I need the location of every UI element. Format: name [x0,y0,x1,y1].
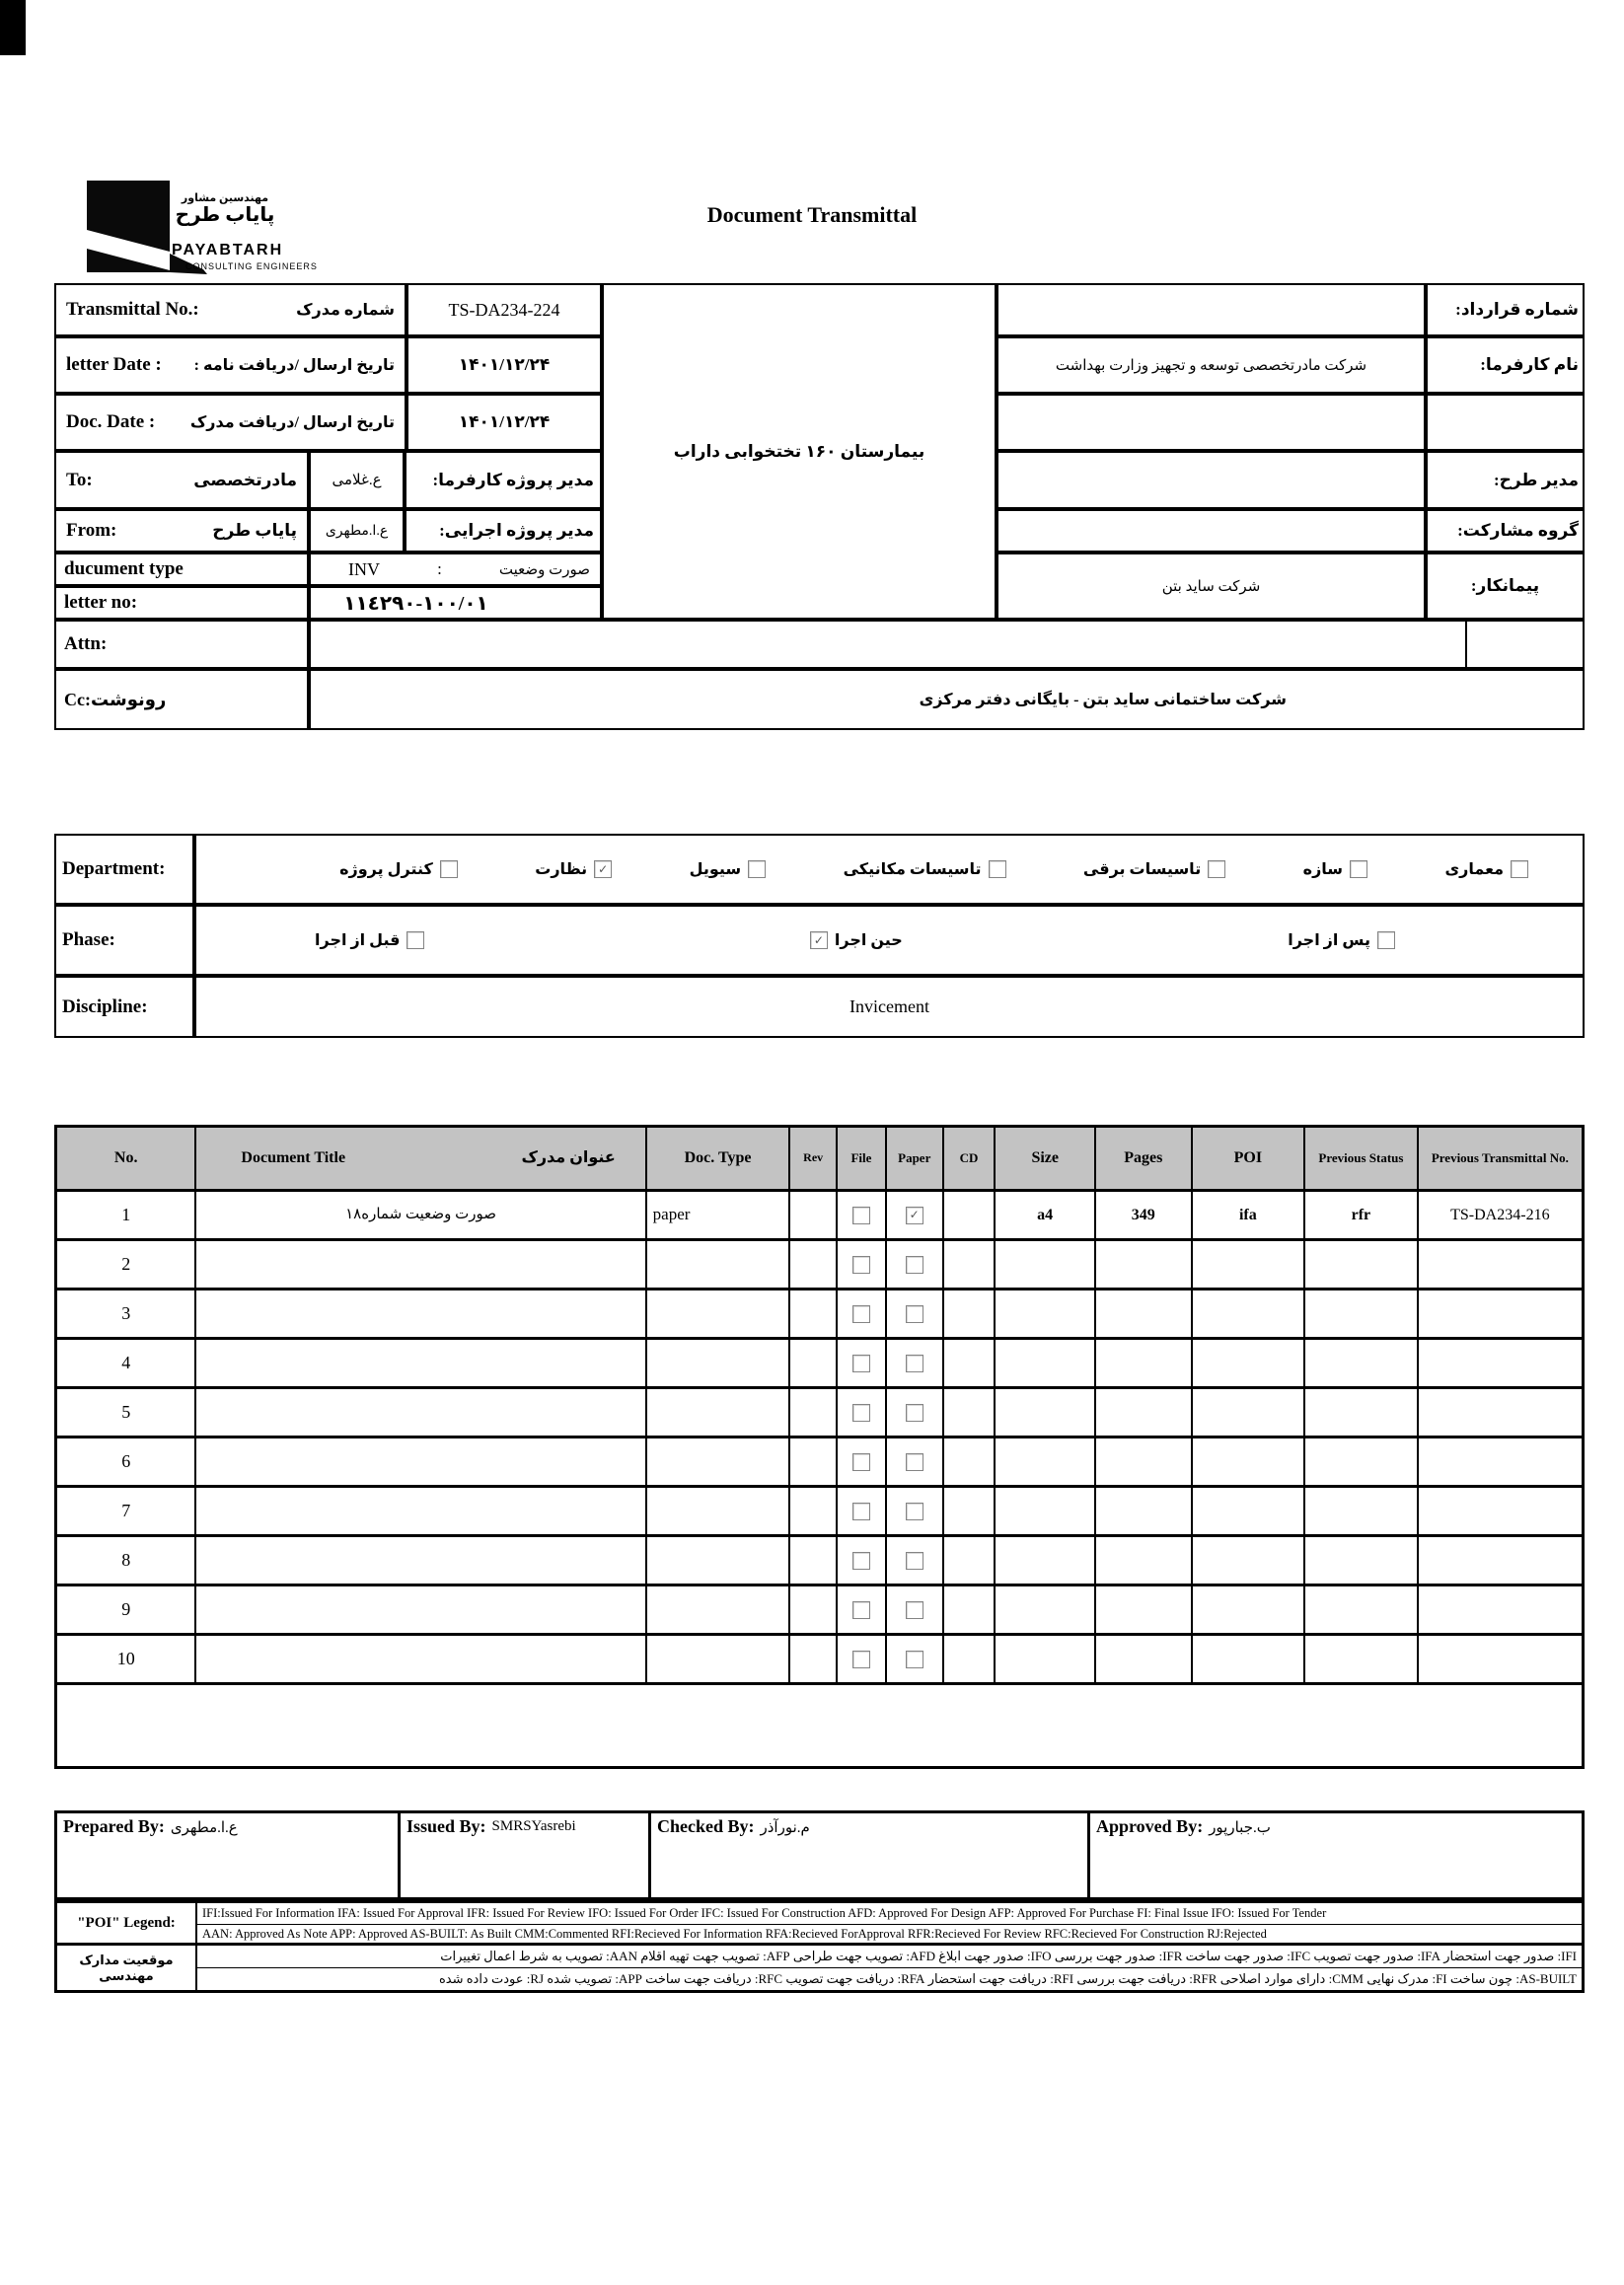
attn-divider [1465,622,1467,667]
row-title [196,1290,646,1337]
file-checkbox[interactable] [852,1207,870,1224]
row-doc-type [647,1241,790,1288]
col-previous-status: Previous Status [1305,1128,1419,1189]
row-paper [887,1438,944,1485]
documents-table-header [57,1128,1582,1192]
letter-no-label: letter no: [54,586,309,620]
row-title [196,1586,646,1633]
row-doc-type: paper [647,1192,790,1238]
file-checkbox[interactable] [852,1552,870,1570]
row-size [996,1340,1096,1386]
row-no: 5 [57,1389,196,1436]
approved-by-value: ب.جبارپور [1209,1820,1271,1836]
row-rev [790,1586,838,1633]
row-poi: ifa [1193,1192,1306,1238]
row-doc-type [647,1537,790,1584]
phase-option [315,930,424,950]
documents-table-empty-area [57,1685,1582,1772]
col-file: File [838,1128,887,1189]
row-cd [944,1192,997,1238]
row-file [838,1241,887,1288]
transmittal-no-label: Transmittal No.: شماره مدرک [54,283,406,336]
row-pages [1096,1636,1193,1682]
row-size [996,1636,1096,1682]
letter-no-value: ١٠٠/٠١-١١٤٢٩٠ [309,586,602,620]
document-row [57,1389,1582,1438]
paper-checkbox[interactable] [906,1305,923,1323]
row-rev [790,1488,838,1534]
phase-options [194,905,1585,976]
department-options [194,834,1585,905]
project-name: بیمارستان ۱۶۰ تختخوابی داراب [602,283,997,620]
row-rev [790,1537,838,1584]
row-title [196,1340,646,1386]
paper-checkbox[interactable] [906,1207,923,1224]
row-doc-type [647,1636,790,1682]
row-pages [1096,1438,1193,1485]
cc-label: Cc:رونوشت [54,669,309,730]
row-pages [1096,1241,1193,1288]
row-no: 2 [57,1241,196,1288]
department-option-label: تاسیسات مکانیکی [843,861,982,878]
paper-checkbox[interactable] [906,1503,923,1520]
row-poi [1193,1488,1306,1534]
row-cd [944,1290,997,1337]
contract-no-value [997,283,1426,336]
prepared-by-cell: Prepared By: ع.ا.مطهری [54,1810,401,1900]
paper-checkbox[interactable] [906,1355,923,1372]
row-file [838,1340,887,1386]
approved-by-cell: Approved By: ب.جبارپور [1090,1810,1585,1900]
paper-checkbox[interactable] [906,1651,923,1668]
row-no: 9 [57,1586,196,1633]
row-previous-transmittal [1419,1636,1582,1682]
design-manager-label: مدیر طرح: [1426,451,1585,509]
row-previous-transmittal [1419,1488,1582,1534]
row-previous-status [1305,1340,1419,1386]
phase-option-label: قبل از اجرا [315,932,401,949]
row-size [996,1389,1096,1436]
row-poi [1193,1586,1306,1633]
row-previous-transmittal [1419,1290,1582,1337]
col-previous-transmittal: Previous Transmittal No. [1431,1149,1569,1165]
from-row-label: From: پایاب طرح [54,509,309,553]
documents-rows [57,1192,1582,1685]
col-size: Size [996,1128,1096,1189]
row-size [996,1438,1096,1485]
logo-subtitle: CONSULTING ENGINEERS [185,261,318,271]
row-size [996,1488,1096,1534]
row-file [838,1488,887,1534]
phase-checkbox[interactable] [810,931,828,949]
department-checkbox[interactable] [594,860,612,878]
department-label: Department: [54,834,194,905]
phase-option-label: پس از اجرا [1288,932,1370,949]
discipline-value: Invicement [194,976,1585,1038]
row-file [838,1192,887,1238]
row-previous-status [1305,1438,1419,1485]
row-cd [944,1636,997,1682]
department-option [1083,859,1225,879]
row-paper [887,1192,944,1238]
poi-legend-en-line1: IFI:Issued For Information IFA: Issued For Approval IFR: Issued For Review IFO: Issued For Order IFC: Issued For Construction AFD: Approved For Design AFP: Approved For Purchase FI: Final Issue IFO: Issued For Tender [197,1903,1582,1925]
row-paper [887,1586,944,1633]
row-file [838,1438,887,1485]
col-cd: CD [944,1128,997,1189]
phase-label: Phase: [54,905,194,976]
file-checkbox[interactable] [852,1453,870,1471]
doc-type-separator: : [437,559,442,578]
empty-label-cell [1426,394,1585,451]
doc-date-label: Doc. Date : تاریخ ارسال /دریافت مدرک [54,394,406,451]
row-poi [1193,1537,1306,1584]
empty-value-cell [997,394,1426,451]
phase-option [810,930,903,950]
row-paper [887,1389,944,1436]
row-pages [1096,1586,1193,1633]
row-title [196,1537,646,1584]
department-option-label: معماری [1444,861,1504,878]
col-pages: Pages [1096,1128,1193,1189]
row-previous-transmittal [1419,1389,1582,1436]
client-label: نام کارفرما: [1426,336,1585,394]
row-paper [887,1488,944,1534]
issued-by-value: SMRSYasrebi [491,1818,576,1834]
row-pages [1096,1488,1193,1534]
letter-date-label: letter Date : تاریخ ارسال /دریافت نامه : [54,336,406,394]
row-paper [887,1636,944,1682]
paper-checkbox[interactable] [906,1256,923,1274]
row-pages [1096,1537,1193,1584]
department-option [1444,859,1528,879]
row-no: 10 [57,1636,196,1682]
document-row [57,1340,1582,1389]
logo-en: PAYABTARH [172,242,284,258]
department-option [690,859,767,879]
row-previous-status [1305,1636,1419,1682]
document-row [57,1192,1582,1241]
row-poi [1193,1290,1306,1337]
row-file [838,1586,887,1633]
row-no: 3 [57,1290,196,1337]
attn-value [309,620,1585,669]
department-option [844,859,1006,879]
paper-checkbox[interactable] [906,1404,923,1422]
doc-type-label: ducument type [54,553,309,586]
from-role-label: مدیر پروژه اجرایی: [405,509,602,553]
doc-type-row [309,553,602,586]
poi-legend-en-line2: AAN: Approved As Note APP: Approved AS-BUILT: As Built CMM:Commented RFI:Recieved For Information RFA:Recieved ForApproval RFR:Recieved For Review RFC:Recieved For Construction RJ:Rejected [197,1925,1582,1946]
prepared-by-value: ع.ا.مطهری [170,1820,238,1836]
department-option-label: نظارت [535,861,588,878]
jv-label: گروه مشارکت: [1426,509,1585,553]
row-pages [1096,1290,1193,1337]
row-no: 1 [57,1192,196,1238]
classification-table [54,834,1585,1038]
row-poi [1193,1340,1306,1386]
col-poi: POI [1193,1128,1306,1189]
fa-legend-line2: AS-BUILT: چون ساخت FI: مدرک نهایی CMM: دارای موارد اصلاحی RFR: دریافت جهت بررسی RFI: دریافت جهت استحضار RFA: دریافت جهت تصویب RFC: دریافت جهت ساخت APP: تصویب شده RJ: عودت داده شده [438,1971,1577,1986]
row-file [838,1290,887,1337]
row-title [196,1438,646,1485]
file-checkbox[interactable] [852,1503,870,1520]
attn-label: Attn: [54,620,309,669]
row-doc-type [647,1340,790,1386]
jv-value [997,509,1426,553]
file-checkbox[interactable] [852,1651,870,1668]
row-previous-transmittal [1419,1438,1582,1485]
row-poi [1193,1389,1306,1436]
row-paper [887,1290,944,1337]
row-cd [944,1340,997,1386]
issued-by-cell: Issued By: SMRSYasrebi [401,1810,651,1900]
row-rev [790,1438,838,1485]
row-previous-status [1305,1488,1419,1534]
design-manager-value [997,451,1426,509]
department-checkbox[interactable] [748,860,766,878]
row-no: 6 [57,1438,196,1485]
row-cd [944,1537,997,1584]
department-option [535,859,612,879]
client-value: شرکت مادرتخصصی توسعه و تجهیز وزارت بهداشت [997,336,1426,394]
row-poi [1193,1438,1306,1485]
paper-checkbox[interactable] [906,1453,923,1471]
row-size [996,1537,1096,1584]
row-previous-status [1305,1241,1419,1288]
documents-table [54,1125,1585,1769]
document-row [57,1438,1582,1488]
row-pages [1096,1389,1193,1436]
row-rev [790,1389,838,1436]
row-cd [944,1438,997,1485]
row-poi [1193,1636,1306,1682]
scan-corner-artifact [0,0,26,55]
checked-by-cell: Checked By: م.نورآذر [651,1810,1090,1900]
col-rev: Rev [790,1128,838,1189]
transmittal-no-value: TS-DA234-224 [406,283,602,336]
doc-type-value: INV [348,558,380,579]
row-size: a4 [996,1192,1096,1238]
row-rev [790,1290,838,1337]
logo-fa-big: پایاب طرح [175,204,275,227]
row-title [196,1488,646,1534]
row-rev [790,1340,838,1386]
poi-legend-label: "POI" Legend: [57,1903,197,1946]
row-previous-transmittal [1419,1586,1582,1633]
phase-option [1288,930,1395,950]
row-file [838,1389,887,1436]
checked-by-value: م.نورآذر [760,1820,810,1836]
row-rev [790,1241,838,1288]
from-person: ع.ا.مطهری [309,509,405,553]
file-checkbox[interactable] [852,1256,870,1274]
row-doc-type [647,1586,790,1633]
doc-type-fa: صورت وضعیت [498,561,590,578]
row-rev [790,1192,838,1238]
info-table [54,283,1585,730]
row-cd [944,1488,997,1534]
fa-legend-label: موقعیت مدارک مهندسی [57,1946,197,1990]
signatures-row [54,1810,1585,1900]
document-row [57,1290,1582,1340]
fa-legend-line1: IFI: صدور جهت استحضار IFA: صدور جهت تصویب IFC: صدور جهت ساخت IFR: صدور جهت بررسی IFO: صدور جهت ابلاغ AFD: تصویب جهت طراحی AFP: تصویب جهت تهیه اقلام AAN: تصویب به شرط اعمال تغییرات [197,1946,1582,1968]
department-checkbox[interactable] [1511,860,1528,878]
row-doc-type [647,1389,790,1436]
row-previous-status: rfr [1305,1192,1419,1238]
col-no: No. [57,1128,196,1189]
row-cd [944,1389,997,1436]
row-previous-status [1305,1290,1419,1337]
row-doc-type [647,1438,790,1485]
contractor-label: پیمانکار: [1426,553,1585,620]
to-role-label: مدیر پروژه کارفرما: [405,451,602,509]
row-size [996,1241,1096,1288]
file-checkbox[interactable] [852,1601,870,1619]
col-doc-type: Doc. Type [647,1128,790,1189]
discipline-label: Discipline: [54,976,194,1038]
row-size [996,1290,1096,1337]
logo-fa-small: مهندسین مشاور [181,192,269,204]
row-pages [1096,1340,1193,1386]
document-row [57,1586,1582,1636]
doc-date-value: ۱۴۰۱/۱۲/۲۴ [406,394,602,451]
phase-checkbox[interactable] [406,931,424,949]
row-rev [790,1636,838,1682]
row-doc-type [647,1290,790,1337]
row-title: صورت وضعیت شماره۱۸ [196,1192,646,1238]
cc-value: شرکت ساختمانی ساید بتن - بایگانی دفتر مرکزی [309,669,1585,730]
row-poi [1193,1241,1306,1288]
department-option-label: کنترل پروژه [339,861,433,878]
row-previous-status [1305,1586,1419,1633]
paper-checkbox[interactable] [906,1552,923,1570]
row-previous-status [1305,1537,1419,1584]
department-option-label: سیویل [689,861,742,878]
row-file [838,1636,887,1682]
document-row [57,1537,1582,1586]
row-previous-transmittal [1419,1340,1582,1386]
row-size [996,1586,1096,1633]
row-no: 8 [57,1537,196,1584]
department-option [1303,859,1367,879]
document-row [57,1241,1582,1290]
department-checkbox[interactable] [440,860,458,878]
phase-checkbox[interactable] [1377,931,1395,949]
page-title: Document Transmittal [706,202,918,227]
row-title [196,1389,646,1436]
to-row-label: To: مادرتخصصی [54,451,309,509]
col-paper: Paper [887,1128,944,1189]
row-previous-status [1305,1389,1419,1436]
col-title: Document Title عنوان مدرک [196,1128,646,1189]
row-file [838,1537,887,1584]
row-cd [944,1241,997,1288]
department-option-label: سازه [1302,861,1344,878]
paper-checkbox[interactable] [906,1601,923,1619]
row-no: 4 [57,1340,196,1386]
to-value: مادرتخصصی [193,470,297,489]
from-value: پایاب طرح [212,521,297,540]
row-pages: 349 [1096,1192,1193,1238]
company-logo [87,181,343,289]
department-checkbox[interactable] [1208,860,1225,878]
row-paper [887,1241,944,1288]
row-title [196,1241,646,1288]
row-cd [944,1586,997,1633]
poi-legend [54,1900,1585,1993]
contractor-value: شرکت ساید بتن [997,553,1426,620]
letter-date-value: ۱۴۰۱/۱۲/۲۴ [406,336,602,394]
row-previous-transmittal: TS-DA234-216 [1450,1206,1550,1223]
document-row [57,1636,1582,1685]
department-option [339,859,458,879]
contract-no-label: شماره قرارداد: [1426,283,1585,336]
row-no: 7 [57,1488,196,1534]
row-previous-transmittal [1419,1241,1582,1288]
row-paper [887,1340,944,1386]
department-option-label: تاسیسات برقی [1082,861,1202,878]
phase-option-label: حین اجرا [834,932,903,949]
department-checkbox[interactable] [1350,860,1367,878]
to-person: ع.غلامی [309,451,405,509]
file-checkbox[interactable] [852,1404,870,1422]
document-row [57,1488,1582,1537]
row-paper [887,1537,944,1584]
file-checkbox[interactable] [852,1355,870,1372]
row-doc-type [647,1488,790,1534]
row-title [196,1636,646,1682]
row-previous-transmittal [1419,1537,1582,1584]
department-checkbox[interactable] [989,860,1006,878]
file-checkbox[interactable] [852,1305,870,1323]
